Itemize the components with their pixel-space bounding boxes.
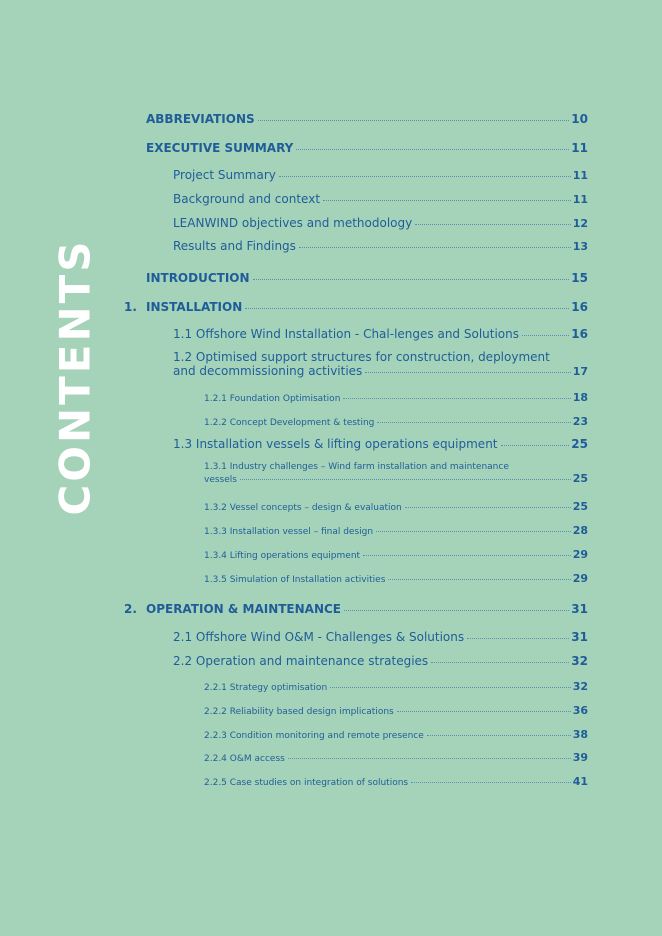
toc-entry-label-line1: 1.3.1 Industry challenges – Wind farm installation and maintenance	[204, 462, 509, 472]
toc-entry-page: 13	[572, 240, 588, 253]
toc-entry-page: 23	[572, 415, 588, 428]
toc-entry-page: 29	[572, 548, 588, 561]
toc-entry-background[interactable]	[173, 192, 588, 206]
toc-entry-2-2-4[interactable]	[204, 751, 588, 764]
leader-dots	[363, 555, 571, 556]
toc-entry-2-2[interactable]	[173, 654, 588, 668]
section-number: 1.	[124, 300, 137, 314]
toc-entry-page: 28	[572, 524, 588, 537]
toc-entry-1-3-5[interactable]	[204, 572, 588, 585]
toc-entry-page: 32	[571, 654, 588, 668]
toc-entry-1-3-4[interactable]	[204, 548, 588, 561]
toc-entry-label: OPERATION & MAINTENANCE	[146, 602, 341, 616]
leader-dots	[522, 335, 569, 336]
leader-dots	[431, 662, 569, 663]
toc-entry-page: 18	[572, 391, 588, 404]
toc-entry-label: 1.3.4 Lifting operations equipment	[204, 551, 361, 561]
leader-dots	[344, 610, 569, 611]
toc-entry-1-2-2[interactable]	[204, 415, 588, 428]
toc-entry-1-3[interactable]	[173, 437, 588, 451]
toc-entry-page: 38	[572, 728, 588, 741]
toc-entry-page: 32	[572, 680, 588, 693]
toc-entry-page: 11	[571, 141, 588, 155]
toc-entry-label: 1.3.3 Installation vessel – final design	[204, 527, 374, 537]
toc-entry-label: 2.2 Operation and maintenance strategies	[173, 654, 429, 668]
leader-dots	[415, 224, 570, 225]
toc-entry-page: 29	[572, 572, 588, 585]
toc-entry-label: 1.3.2 Vessel concepts – design & evaluation	[204, 503, 402, 513]
leader-dots	[296, 149, 569, 150]
leader-dots	[377, 422, 570, 423]
toc-entry-label-line2: and decommissioning activities	[173, 364, 363, 378]
toc-entry-label: 2.1 Offshore Wind O&M - Challenges & Solutions	[173, 630, 465, 644]
toc-entry-page: 11	[572, 169, 588, 182]
toc-entry-page: 12	[572, 217, 588, 230]
toc-entry-page: 15	[571, 271, 588, 285]
toc-entry-2-2-2[interactable]	[204, 704, 588, 717]
leader-dots	[253, 279, 570, 280]
toc-entry-label: 1.3 Installation vessels & lifting operations equipment	[173, 437, 498, 451]
toc-entry-page: 17	[572, 365, 588, 378]
leader-dots	[467, 638, 569, 639]
toc-entry-page: 16	[571, 327, 588, 341]
leader-dots	[330, 687, 571, 688]
leader-dots	[288, 758, 571, 759]
toc-entry-executive-summary[interactable]	[146, 141, 588, 155]
leader-dots	[411, 782, 571, 783]
toc-entry-page: 31	[571, 630, 588, 644]
toc-entry-label: 2.2.3 Condition monitoring and remote presence	[204, 731, 424, 741]
toc-entry-label-line2: vessels	[204, 475, 237, 485]
toc-entry-introduction[interactable]	[146, 271, 588, 285]
toc-entry-page: 16	[571, 300, 588, 314]
toc-entry-page: 11	[572, 193, 588, 206]
toc-entry-label: Results and Findings	[173, 239, 296, 253]
leader-dots	[258, 120, 570, 121]
leader-dots	[427, 735, 571, 736]
toc-entry-label: 2.2.5 Case studies on integration of solutions	[204, 778, 409, 788]
toc-entry-abbreviations[interactable]	[146, 112, 588, 126]
toc-entry-label: 1.3.5 Simulation of Installation activities	[204, 575, 386, 585]
toc-entry-results[interactable]	[173, 239, 588, 253]
toc-entry-page: 39	[572, 751, 588, 764]
toc-entry-label: Project Summary	[173, 168, 276, 182]
leader-dots	[365, 372, 570, 373]
toc-entry-label: 1.2.2 Concept Development & testing	[204, 418, 375, 428]
leader-dots	[245, 308, 569, 309]
toc-entry-2-1[interactable]	[173, 630, 588, 644]
leader-dots	[388, 579, 570, 580]
toc-entry-line2	[173, 364, 588, 378]
toc-entry-label: LEANWIND objectives and methodology	[173, 216, 413, 230]
toc-entry-label: 2.2.4 O&M access	[204, 754, 285, 764]
leader-dots	[323, 200, 571, 201]
toc-entry-1-3-1[interactable]	[204, 462, 588, 485]
leader-dots	[397, 711, 571, 712]
toc-entry-1-3-2[interactable]	[204, 500, 588, 513]
toc-entry-label: ABBREVIATIONS	[146, 112, 255, 126]
toc-entry-page: 10	[571, 112, 588, 126]
section-number: 2.	[124, 602, 137, 616]
toc-entry-page: 25	[572, 500, 588, 513]
leader-dots	[376, 531, 571, 532]
contents-heading-text: CONTENTS	[50, 238, 100, 516]
toc-entry-1-2[interactable]	[173, 350, 588, 378]
leader-dots	[240, 479, 571, 480]
toc-entry-page: 25	[572, 472, 588, 485]
toc-entry-label: 1.1 Offshore Wind Installation - Chal-lenges and Solutions	[173, 327, 519, 341]
toc-entry-label: 2.2.2 Reliability based design implications	[204, 707, 394, 717]
toc-entry-2-2-1[interactable]	[204, 680, 588, 693]
toc-entry-label: 1.2.1 Foundation Optimisation	[204, 394, 341, 404]
toc-entry-1-3-3[interactable]	[204, 524, 588, 537]
toc-entry-page: 36	[572, 704, 588, 717]
toc-entry-label: Background and context	[173, 192, 321, 206]
toc-entry-1-1[interactable]	[173, 327, 588, 341]
toc-entry-label: 2.2.1 Strategy optimisation	[204, 683, 328, 693]
toc-entry-2-2-3[interactable]	[204, 728, 588, 741]
toc-entry-project-summary[interactable]	[173, 168, 588, 182]
toc-entry-label: EXECUTIVE SUMMARY	[146, 141, 294, 155]
leader-dots	[279, 176, 571, 177]
toc-entry-label: INSTALLATION	[146, 300, 243, 314]
toc-entry-line2	[204, 472, 588, 485]
toc-entry-objectives[interactable]	[173, 216, 588, 230]
toc-entry-label-line1: 1.2 Optimised support structures for construction, deployment	[173, 350, 550, 364]
leader-dots	[299, 247, 571, 248]
toc-entry-2-2-5[interactable]	[204, 775, 588, 788]
leader-dots	[343, 398, 570, 399]
toc-entry-page: 25	[571, 437, 588, 451]
toc-entry-page: 31	[571, 602, 588, 616]
leader-dots	[501, 445, 570, 446]
toc-entry-installation[interactable]	[124, 300, 588, 314]
leader-dots	[405, 507, 571, 508]
toc-entry-1-2-1[interactable]	[204, 391, 588, 404]
toc-entry-operation-maintenance[interactable]	[124, 602, 588, 616]
toc-entry-label: INTRODUCTION	[146, 271, 250, 285]
toc-entry-page: 41	[572, 775, 588, 788]
